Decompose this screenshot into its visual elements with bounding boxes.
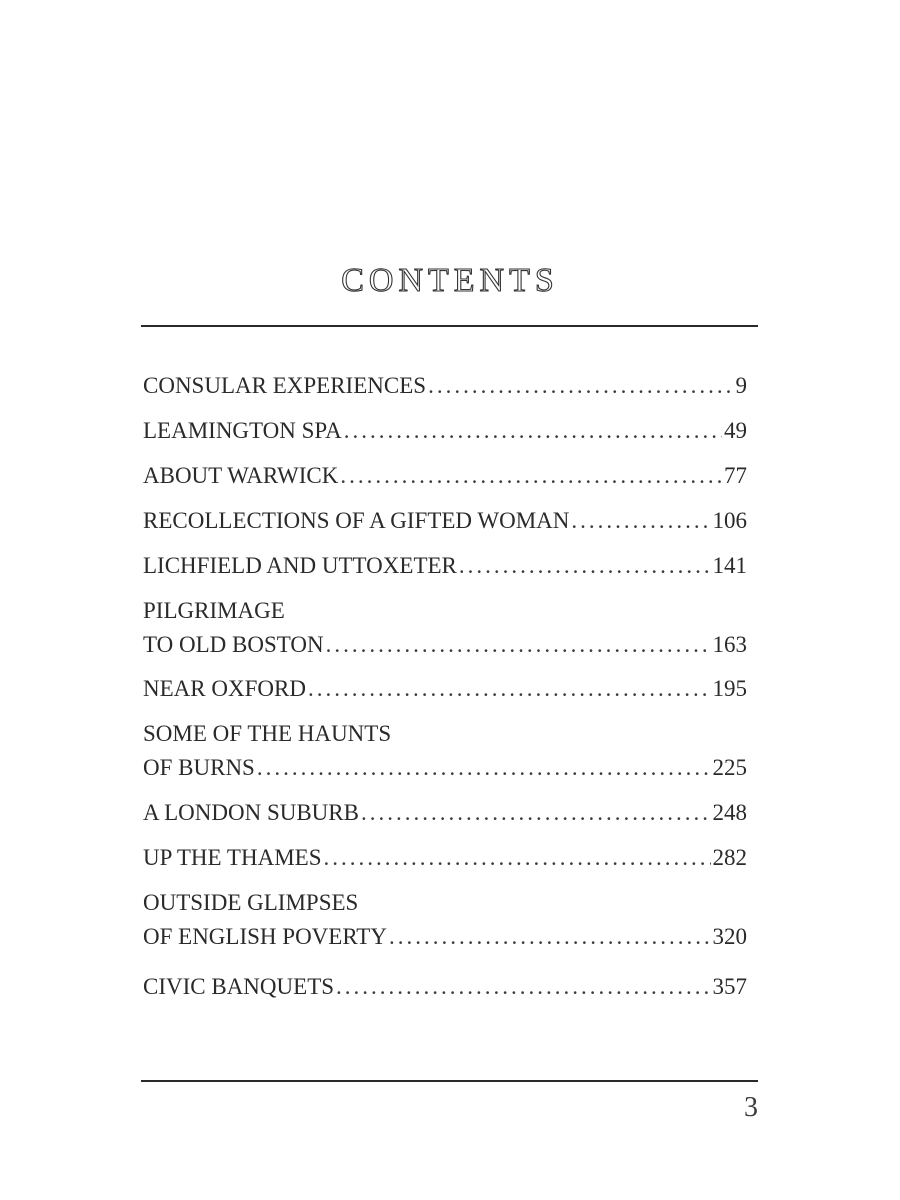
dot-leader	[324, 841, 711, 875]
dot-leader	[361, 796, 711, 830]
toc-entry-page: 282	[712, 845, 747, 870]
toc-entry-page: 49	[724, 418, 747, 443]
toc-entry-title: ABOUT WARWICK	[143, 463, 339, 488]
toc-entry-leamington-spa	[143, 414, 747, 448]
toc-entry-title: NEAR OXFORD	[143, 676, 306, 701]
toc-entry-consular-experiences	[143, 369, 747, 403]
toc-entry-title-cont: TO OLD BOSTON	[143, 632, 324, 657]
toc-entry-page: 248	[712, 800, 747, 825]
toc-entry-title: PILGRIMAGE	[143, 598, 285, 623]
dot-leader	[428, 369, 733, 403]
toc-entry-page: 9	[735, 373, 747, 398]
toc-entry-lichfield	[143, 549, 747, 583]
toc-entry-title: LICHFIELD AND UTTOXETER	[143, 553, 457, 578]
toc-entry-near-oxford	[143, 672, 747, 706]
page-title: CONTENTS	[341, 262, 559, 299]
toc-entry-title: RECOLLECTIONS OF A GIFTED WOMAN	[143, 508, 570, 533]
toc-entry-page: 141	[712, 553, 747, 578]
toc-entry-page: 357	[712, 974, 747, 999]
toc-entry-title: LEAMINGTON SPA	[143, 418, 342, 443]
toc-entry-up-the-thames	[143, 841, 747, 875]
toc-entry-title: CONSULAR EXPERIENCES	[143, 373, 427, 398]
toc-entry-about-warwick	[143, 459, 747, 493]
toc-entry-title: UP THE THAMES	[143, 845, 322, 870]
toc-entry-english-poverty	[143, 886, 747, 954]
dot-leader	[344, 414, 722, 448]
toc-entry-page: 163	[712, 632, 747, 657]
toc-entry-page: 225	[712, 755, 747, 780]
toc-entry-pilgrimage	[143, 594, 747, 662]
dot-leader	[571, 504, 710, 538]
dot-leader	[389, 920, 711, 954]
toc-entry-page: 320	[712, 924, 747, 949]
dot-leader	[336, 970, 710, 1004]
toc-entry-recollections	[143, 504, 747, 538]
dot-leader	[326, 628, 711, 662]
toc-entry-page: 106	[712, 508, 747, 533]
toc-entry-london-suburb	[143, 796, 747, 830]
page-number: 3	[744, 1092, 758, 1123]
toc-entry-title-cont: OF BURNS	[143, 755, 255, 780]
toc-entry-page: 195	[712, 676, 747, 701]
dot-leader	[340, 459, 722, 493]
toc-entry-title-cont: OF ENGLISH POVERTY	[143, 924, 387, 949]
toc-entry-title: A LONDON SUBURB	[143, 800, 359, 825]
toc-entry-page: 77	[724, 463, 747, 488]
dot-leader	[459, 549, 711, 583]
dot-leader	[257, 751, 711, 785]
dot-leader	[308, 672, 711, 706]
toc-entry-civic-banquets	[143, 970, 747, 1004]
toc-entry-title: CIVIC BANQUETS	[143, 974, 335, 999]
toc-entry-title: SOME OF THE HAUNTS	[143, 721, 392, 746]
top-rule	[141, 325, 758, 327]
bottom-rule	[141, 1080, 758, 1082]
toc-entry-title: OUTSIDE GLIMPSES	[143, 890, 359, 915]
toc-entry-haunts-of-burns	[143, 717, 747, 785]
